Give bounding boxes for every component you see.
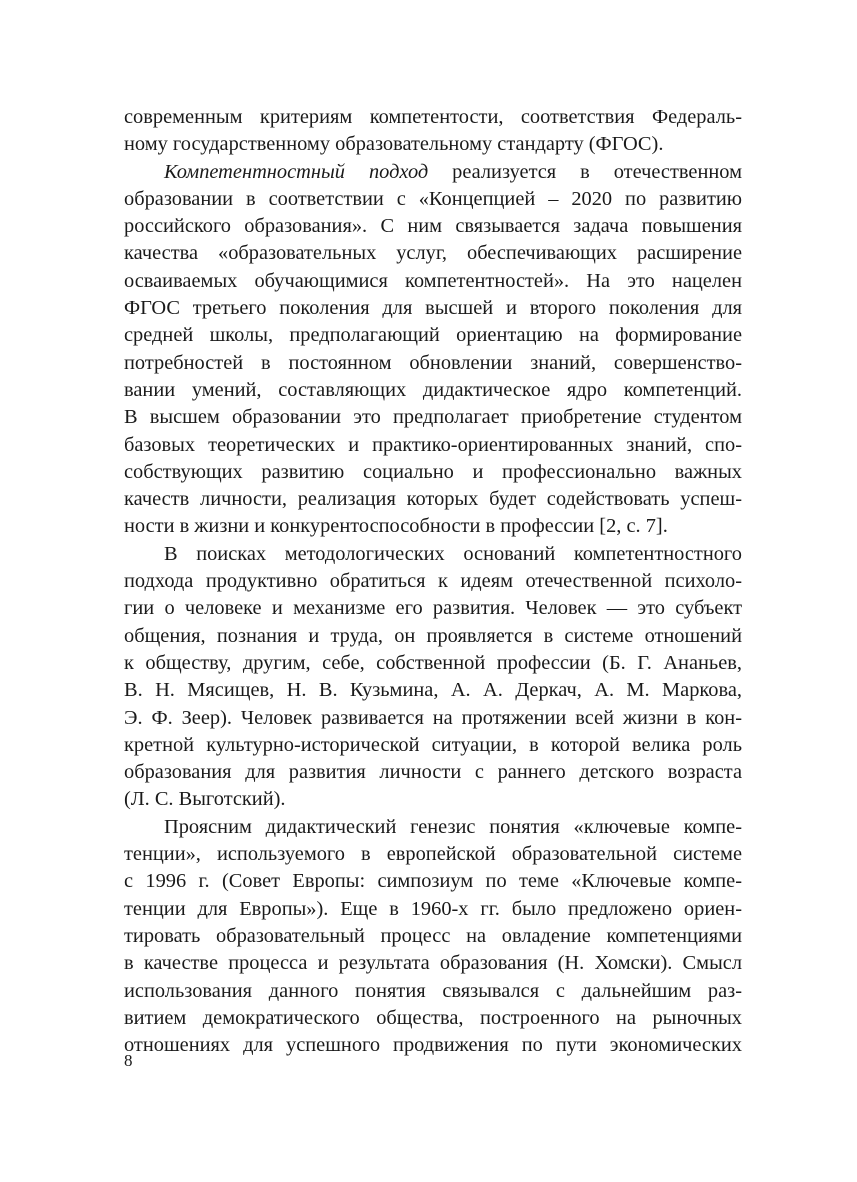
text-line: использования данного понятия связывался с дальнейшим раз- — [124, 979, 742, 1002]
text-line: тировать образовательный процесс на овладение компетенциями — [124, 924, 742, 947]
text-line: ному государственному образовательному стандарту (ФГОС). — [124, 133, 664, 156]
text-line: средней школы, предполагающий ориентацию на формирование — [124, 324, 742, 347]
text-line: образовании в соответствии с «Концепцией – 2020 по развитию — [124, 187, 742, 210]
text-line: образования для развития личности с раннего детского возраста — [124, 761, 742, 784]
text-line: тенции для Европы»). Еще в 1960-х гг. было предложено ориен- — [124, 897, 742, 920]
text-line: с 1996 г. (Совет Европы: симпозиум по теме «Ключевые компе- — [124, 870, 742, 893]
text-line: (Л. С. Выготский). — [124, 788, 286, 811]
text-line: тенции», используемого в европейской образовательной системе — [124, 843, 742, 866]
text-line: витием демократического общества, построенного на рыночных — [124, 1006, 742, 1029]
paragraph-1 — [124, 159, 742, 541]
text-line: качеств личности, реализация которых будет содействовать успеш- — [124, 488, 742, 511]
text-line: кретной культурно-исторической ситуации, в которой велика роль — [124, 733, 742, 756]
text-line: в качестве процесса и результата образования (Н. Хомски). Смысл — [124, 952, 742, 975]
text-fragment: реализуется в отечественном — [428, 160, 742, 183]
text-line: осваиваемых обучающимися компетентностей». На это нацелен — [124, 269, 742, 292]
text-line: ФГОС третьего поколения для высшей и второго поколения для — [124, 297, 742, 320]
text-line: потребностей в постоянном обновлении знаний, совершенство- — [124, 351, 742, 374]
text-line: В поисках методологических оснований компетентностного — [164, 542, 742, 565]
text-line: российского образования». С ним связывается задача повышения — [124, 215, 742, 238]
text-line: вании умений, составляющих дидактическое ядро компетенций. — [124, 378, 742, 401]
page-number: 8 — [124, 1051, 133, 1070]
paragraph-0 — [124, 104, 742, 159]
page-body — [124, 104, 742, 1059]
text-line: качества «образовательных услуг, обеспечивающих расширение — [124, 242, 742, 265]
text-line: общения, познания и труда, он проявляется в системе отношений — [124, 624, 742, 647]
text-line: базовых теоретических и практико-ориентированных знаний, спо- — [124, 433, 742, 456]
text-line: В высшем образовании это предполагает приобретение студентом — [124, 406, 742, 429]
text-line: отношениях для успешного продвижения по пути экономических — [124, 1034, 742, 1057]
text-line: к обществу, другим, себе, собственной профессии (Б. Г. Ананьев, — [124, 651, 742, 674]
text-line: гии о человеке и механизме его развития. Человек — это субъект — [124, 597, 742, 620]
text-line: собствующих развитию социально и профессионально важных — [124, 460, 742, 483]
text-line: Проясним дидактический генезис понятия «ключевые компе- — [164, 815, 742, 838]
text-line: В. Н. Мясищев, Н. В. Кузьмина, А. А. Деркач, А. М. Маркова, — [124, 679, 742, 702]
paragraph-3 — [124, 814, 742, 1060]
text-line: подхода продуктивно обратиться к идеям отечественной психоло- — [124, 570, 742, 593]
text-line: Э. Ф. Зеер). Человек развивается на протяжении всей жизни в кон- — [124, 706, 742, 729]
paragraph-2 — [124, 541, 742, 814]
text-line: современным критериям компетентости, соответствия Федераль- — [124, 106, 742, 128]
italic-term: Компетентностный подход — [164, 160, 429, 183]
text-line: ности в жизни и конкурентоспособности в профессии [2, с. 7]. — [124, 515, 668, 538]
text-line — [124, 159, 742, 186]
